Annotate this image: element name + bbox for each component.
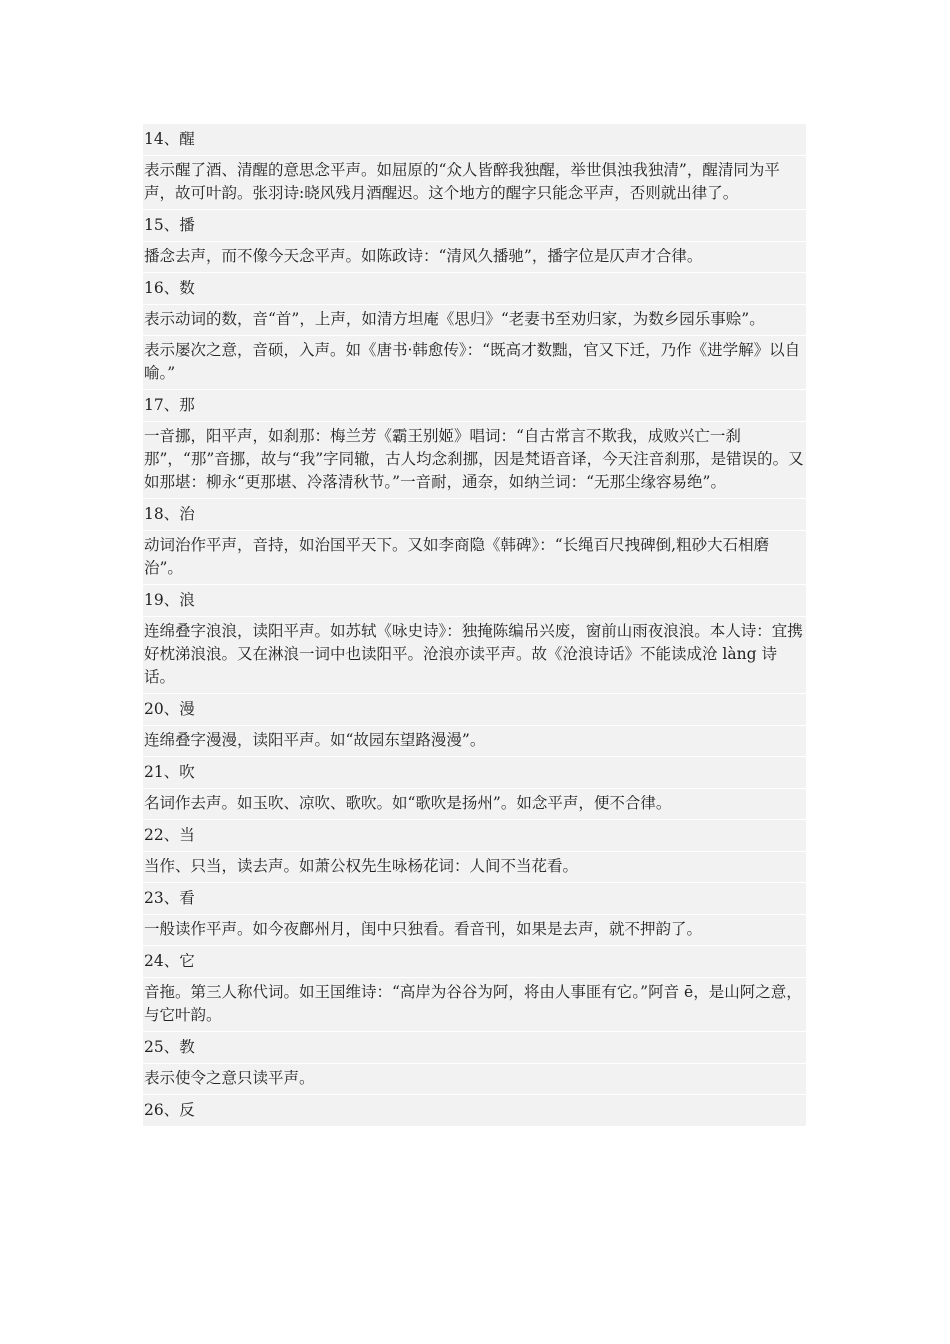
entry-paragraph: 播念去声，而不像今天念平声。如陈政诗：“清风久播驰”，播字位是仄声才合律。 <box>143 242 806 273</box>
entry-paragraph: 表示醒了酒、清醒的意思念平声。如屈原的“众人皆醉我独醒，举世俱浊我独清”，醒清同为平声，故可叶韵。张羽诗:晓风残月酒醒迟。这个地方的醒字只能念平声，否则就出律了。 <box>143 156 806 210</box>
entry-paragraph: 动词治作平声，音持，如治国平天下。又如李商隐《韩碑》：“长绳百尺拽碑倒,粗砂大石相磨治”。 <box>143 531 806 585</box>
entry-heading: 22、当 <box>143 820 806 852</box>
entry-heading: 18、治 <box>143 499 806 531</box>
entry-heading: 19、浪 <box>143 585 806 617</box>
entry-heading: 26、反 <box>143 1095 806 1127</box>
entry-paragraph: 连绵叠字浪浪，读阳平声。如苏轼《咏史诗》：独掩陈编吊兴废，窗前山雨夜浪浪。本人诗：宜携好枕涕浪浪。又在淋浪一词中也读阳平。沧浪亦读平声。故《沧浪诗话》不能读成沧 làng 诗话。 <box>143 617 806 694</box>
entry-heading: 20、漫 <box>143 694 806 726</box>
entry-heading: 23、看 <box>143 883 806 915</box>
document-body <box>143 124 806 1127</box>
entry-heading: 14、醒 <box>143 124 806 156</box>
entry-paragraph: 名词作去声。如玉吹、凉吹、歌吹。如“歌吹是扬州”。如念平声，便不合律。 <box>143 789 806 820</box>
entry-paragraph: 连绵叠字漫漫，读阳平声。如“故园东望路漫漫”。 <box>143 726 806 757</box>
entry-heading: 24、它 <box>143 946 806 978</box>
entry-paragraph: 一音挪，阳平声，如刹那：梅兰芳《霸王别姬》唱词：“自古常言不欺我，成败兴亡一刹那”，“那”音挪，故与“我”字同辙，古人均念刹挪，因是梵语音译，今天注音刹那，是错误的。又如那堪：柳永“更那堪、冷落清秋节。”一音耐，通奈，如纳兰词：“无那尘缘容易绝”。 <box>143 422 806 499</box>
entry-paragraph: 表示使令之意只读平声。 <box>143 1064 806 1095</box>
entry-paragraph: 一般读作平声。如今夜鄜州月，闺中只独看。看音刊，如果是去声，就不押韵了。 <box>143 915 806 946</box>
entry-heading: 16、数 <box>143 273 806 305</box>
entry-paragraph: 表示动词的数，音“首”，上声，如清方坦庵《思归》“老妻书至劝归家，为数乡园乐事赊”。 <box>143 305 806 336</box>
entry-paragraph: 当作、只当，读去声。如萧公权先生咏杨花词：人间不当花看。 <box>143 852 806 883</box>
entry-paragraph: 表示屡次之意，音硕，入声。如《唐书·韩愈传》：“既高才数黜，官又下迁，乃作《进学解》以自喻。” <box>143 336 806 390</box>
entry-paragraph: 音拖。第三人称代词。如王国维诗：“高岸为谷谷为阿，将由人事匪有它。”阿音 ē，是山阿之意，与它叶韵。 <box>143 978 806 1032</box>
entry-heading: 17、那 <box>143 390 806 422</box>
entry-heading: 25、教 <box>143 1032 806 1064</box>
entry-heading: 21、吹 <box>143 757 806 789</box>
entry-heading: 15、播 <box>143 210 806 242</box>
